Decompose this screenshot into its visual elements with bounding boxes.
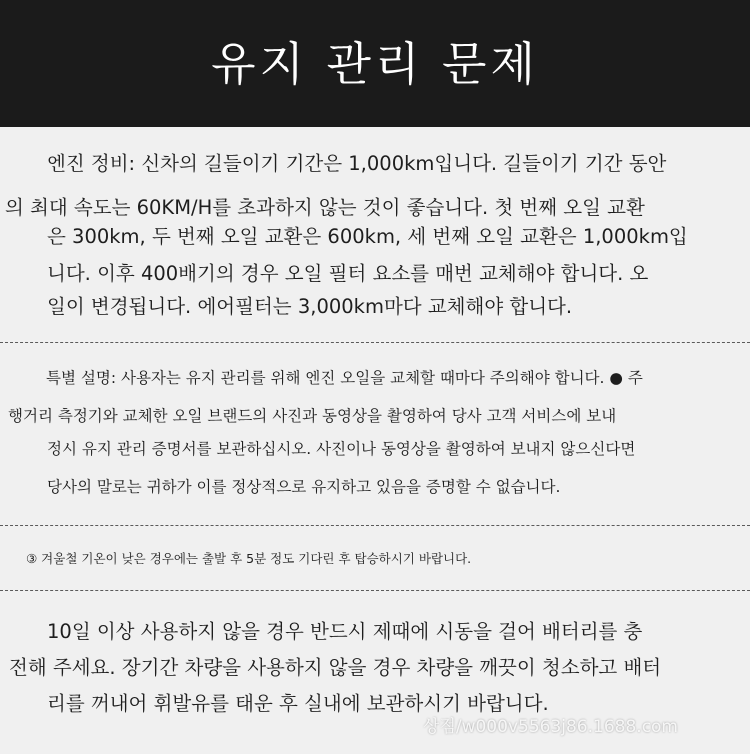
paragraph-line: 10일 이상 사용하지 않을 경우 반드시 제때에 시동을 걸어 배터리를 충	[47, 620, 643, 643]
paragraph-line: 리를 꺼내어 휘발유를 태운 후 실내에 보관하시기 바랍니다.	[47, 692, 549, 715]
paragraph-line: 전해 주세요. 장기간 차량을 사용하지 않을 경우 차량을 깨끗이 청소하고 배터	[9, 656, 662, 679]
paragraph-line: 니다. 이후 400배기의 경우 오일 필터 요소를 매번 교체해야 합니다. 오	[47, 262, 649, 285]
section-divider	[0, 590, 750, 591]
paragraph-line: 당사의 말로는 귀하가 이를 정상적으로 유지하고 있음을 증명할 수 없습니다.	[47, 478, 561, 496]
paragraph-line: 의 최대 속도는 60KM/H를 초과하지 않는 것이 좋습니다. 첫 번째 오일 교환	[5, 196, 645, 219]
paragraph-line: 정시 유지 관리 증명서를 보관하십시오. 사진이나 동영상을 촬영하여 보내지 않으신다면	[47, 440, 636, 458]
paragraph-line: 일이 변경됩니다. 에어필터는 3,000km마다 교체해야 합니다.	[47, 295, 573, 318]
store-watermark: 상점/w000v5563j86.1688.com	[423, 717, 678, 737]
paragraph-line: 엔진 정비: 신차의 길들이기 기간은 1,000km입니다. 길들이기 기간 동안	[47, 152, 667, 175]
paragraph-line: 은 300km, 두 번째 오일 교환은 600km, 세 번째 오일 교환은 1,000km입	[47, 225, 688, 248]
header-banner	[0, 0, 750, 127]
paragraph-line: 특별 설명: 사용자는 유지 관리를 위해 엔진 오일을 교체할 때마다 주의해야 합니다. ● 주	[46, 369, 643, 387]
page-title: 유지 관리 문제	[211, 37, 539, 91]
section-divider	[0, 525, 750, 526]
paragraph-line: 행거리 측정기와 교체한 오일 브랜드의 사진과 동영상을 촬영하여 당사 고객 서비스에 보내	[8, 407, 617, 425]
paragraph-line: ③ 겨울철 기온이 낮은 경우에는 출발 후 5분 정도 기다린 후 탑승하시기 바랍니다.	[26, 551, 472, 566]
section-divider	[0, 342, 750, 343]
